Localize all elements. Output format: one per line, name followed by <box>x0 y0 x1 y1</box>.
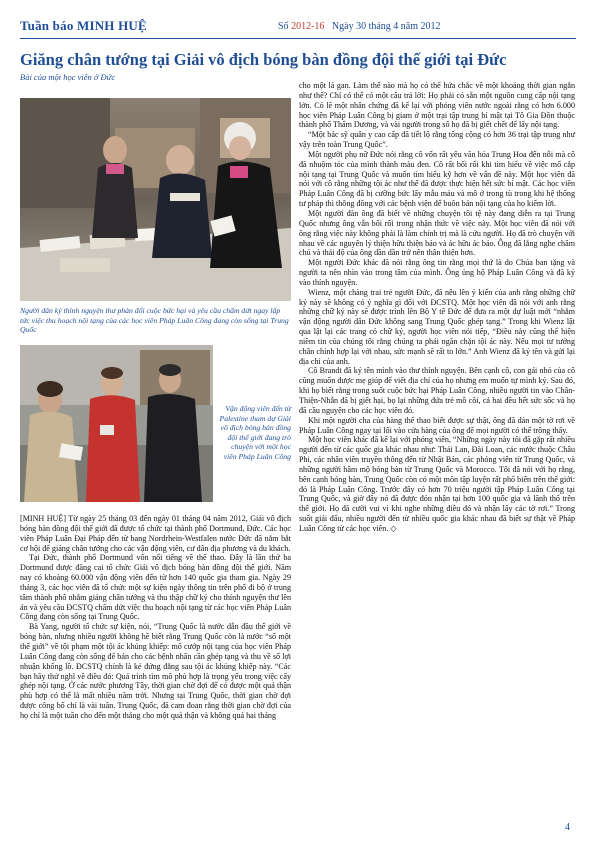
issue-info <box>278 21 441 32</box>
page-number: 4 <box>565 822 570 833</box>
issue-number: 2012-16 <box>291 21 325 32</box>
paragraph: Một học viên khác đã kể lại với phóng viên, “Những ngày này tôi đã gặp rất nhiều người đến từ các quốc gia khác nhau như: Thái Lan, Đài Loan, các nước thuộc Châu Phi, các nhân viên truyền thông đến từ Nhật Bản, các phóng viên từ Trung Quốc, và những người hâm mộ bóng bàn từ Trung Quốc và Morocco. Tôi đã nói với họ rằng, bên cạnh bóng bàn, Trung Quốc còn có một môn tập luyện rất phổ biến trên thế giới: đó là Pháp Luân Công. Trước đây có hơn 70 triệu người tập Pháp Luân Công tại Trung Quốc, và giờ đây nó đã được đón nhận tại hơn 100 quốc gia và lãnh thổ trên thế giới. Họ đã cười vui vì khi nghe những điều đó và nhận lấy các tờ rơi.” Trong suốt giải đấu, nhiều người đến từ nhiều quốc gia khác nhau đã biết sự thật về Pháp Luân Công từ các học viên. ◇ <box>299 435 575 533</box>
paragraph: cho một lá gan. Làm thế nào mà họ có thể hứa chắc về một khoảng thời gian ngắn như thế? Chỉ có thể có một câu trả lời: Họ phải có sẵn một nguồn cung cấp nội tạng lớn. Có lẽ một nhân chứng đã kể lại với phóng viên nước ngoài rằng có hơn 6.000 học viên Pháp Luân Công bị giam ở một trại tập trung bí mật tại Tô Gia Đồn thuộc thành phố Thẩm Dương, và vài người trong số họ đã bị giết chết để lấy nội tạng. <box>299 81 575 130</box>
paragraph: Một người phụ nữ Đức nói rằng cô vốn rất yêu văn hóa Trung Hoa đến nỗi mà cô đã nhuộm tóc của mình thành màu đen. Cô rất bối rối khi tìm hiểu về việc mổ cắp nội tạng tại Trung Quốc và muốn tìm hiểu kỹ hơn về vấn đề này. Một học viên đã nói với cô rằng những tội ác như thế đã được thực hiện hết sức bí mật. Các học viên Pháp Luân Công đã bị cưỡng bức lấy mẫu máu và mô ở trong tù trong khi hệ thống tư pháp thì thông đồng với các bệnh viện để buôn bán nội tạng của họ kiếm lời. <box>299 149 575 209</box>
article-column-left <box>20 514 291 721</box>
paragraph: Tại Đức, thành phố Dortmund vốn nổi tiếng về thể thao. Đây là lần thứ ba Dortmund được đăng cai tổ chức Giải vô địch bóng bàn đồng đội thế giới. Năm nay có khoảng 60.000 vận động viên đến từ hơn 140 quốc gia tham gia. Ngày 29 tháng 3, các học viên đã tổ chức một sự kiện ngày thông tin trên phố đi bộ ở trung tâm thành phố nhằm giảng chân tướng và thu thập chữ ký cho thỉnh nguyện thư lên án và yêu cầu ĐCSTQ chấm dứt việc thu hoạch nội tạng từ các học viên Pháp Luân Công đang còn sống tại Trung Quốc. <box>20 553 291 622</box>
photo-petition-booth <box>20 98 291 301</box>
issue-date: Ngày 30 tháng 4 năm 2012 <box>331 21 441 32</box>
paragraph: Wienz, một chàng trai trẻ người Đức, đã nêu lên ý kiến của anh rằng những chữ ký này sẽ không có ý nghĩa gì đối với ĐCSTQ. Một học viên đã nói với anh rằng những chữ ký này sẽ được trình lên Bộ Y tế Đức để đưa ra một dự luật mới “nhằm vận động người dân Đức không sang Trung Quốc ghép tạng.” Trong khi Wienz lật qua lật lại các trang có chữ ký, người học viên nói tiếp, “Điều này cũng thể hiện niềm tin của chúng tôi rằng chúng ta phải ngăn chặn tội ác này. Nếu mọi tư tưởng chân chính hợp lại với nhau, sức mạnh sẽ rất to lớn.” Anh Wienz đã ký tên và gửi lại địa chỉ của anh. <box>299 287 575 366</box>
issue-label: Số <box>278 21 289 32</box>
photo-caption-1: Người dân ký thỉnh nguyện thư phản đối cuộc bức hại và yêu cầu chấm dứt ngay lập tức việc thu hoạch nội tạng của các học viên Pháp Luân Công đang còn sống tại Trung Quốc <box>20 306 289 335</box>
article-title: Giăng chân tướng tại Giải vô địch bóng bàn đồng đội thế giới tại Đức <box>20 50 507 69</box>
article-column-right <box>299 81 575 534</box>
paragraph: Khi một người cha của hàng thế thao biết được sự thật, ông đã dán một tờ rơi về Pháp Luân Công ngay tại lối vào cửa hàng của ông để mọi người có thể trông thấy. <box>299 415 575 435</box>
article-byline: Bài của một học viên ở Đức <box>20 72 116 82</box>
publication-name: MINH HUỆ <box>76 18 147 33</box>
photo-caption-2: Vận động viên đến từ Palestine tham dự Giải vô địch bóng bàn đồng đội thế giới đang trò chuyện với một học viên Pháp Luân Công <box>219 404 291 461</box>
paragraph: Một người Đức khác đã nói rằng ông tin rằng mọi thứ là do Chúa ban tặng và người ta nên nhìn vào trong tâm của mình. Ông ủng hộ Pháp Luân Công và đã ký vào thỉnh nguyện. <box>299 258 575 287</box>
paragraph: Cô Brandt đã ký tên mình vào thư thỉnh nguyện. Bên cạnh cô, con gái nhỏ của cô cũng muốn được mẹ giúp để viết địa chỉ của họ nhưng em muốn tự mình ký. Sau đó, khi họ biết rằng trong suốt cuộc bức hại Pháp Luân Công, nhiều người tin vào Chân-Thiện-Nhẫn đã bị giết hại, bọ lại những đứa trẻ mồ côi, cả hai đều hết sức sốc và họ đã cầu nguyện cho các học viên đó. <box>299 366 575 415</box>
photo-athlete-conversation <box>20 345 213 502</box>
paragraph: Một người đàn ông đã biết về những chuyện tồi tệ này đang diễn ra tại Trung Quốc nhưng ông vẫn bối rối trong nhận thức về việc này. Một học viên đã nói với ông rằng việc này không phải là làm chính trị mà là cứu người. Họ đã trò chuyện với nhau về các nguyên lý thiện hữu thiện báo và ác hữu ác báo. Ông đã lắng nghe chăm chú và thái độ của ông dần dần trở nên thân thiện hơn. <box>299 208 575 258</box>
publication-label: Tuần báo <box>20 18 74 33</box>
paragraph: “Một bác sỹ quân y cao cấp đã tiết lộ rằng tổng cộng có hơn 36 trại tập trung như vậy trên toàn Trung Quốc”. <box>299 130 575 150</box>
paragraph: [MINH HUỆ] Từ ngày 25 tháng 03 đến ngày 01 tháng 04 năm 2012, Giải vô địch bóng bàn đồng đội thế giới đã được tổ chức tại thành phố Dortmund, Đức. Các học viên Pháp Luân Đại Pháp đến từ bang Nordrhein-Westfalen nước Đức đã nắm bắt cơ hội để giảng chân tướng cho các vận động viên, cư dân địa phương và du khách. <box>20 514 291 553</box>
publication-title <box>20 18 147 34</box>
paragraph: Bà Yang, người tổ chức sự kiện, nói, “Trung Quốc là nước dẫn đầu thế giới về bóng bàn, nhưng nhiều người không hề biết rằng Trung Quốc còn là nước “số một thế giới” về tội phạm một tội ác khủng khiếp: mổ cướp nội tạng của học viên Pháp Luân Công đang còn sống để bán cho các bệnh nhân cần ghép tạng và thu về số lợi nhuận khổng lồ. ĐCSTQ chính là kẻ đứng đằng sau tội ác khủng khiếp này. “Các bạn hãy thử nghĩ về điều đó: Quá trình tìm mô phù hợp là trọng yếu trong việc cấy ghép nội tạng. Ở các nước phương Tây, thời gian chờ đợi để có được một quả thận phù hợp có thể là mất nhiều năm trời. Nhưng tại Trung Quốc, thời gian chờ đợi được công bố chỉ là vài tuần. Trung Quốc, đã cam đoan rằng thời gian chờ đợi của họ chỉ là một tuần cho đến một tháng cho một quả thận và không quá hai tháng <box>20 622 291 720</box>
page-header <box>20 16 576 39</box>
